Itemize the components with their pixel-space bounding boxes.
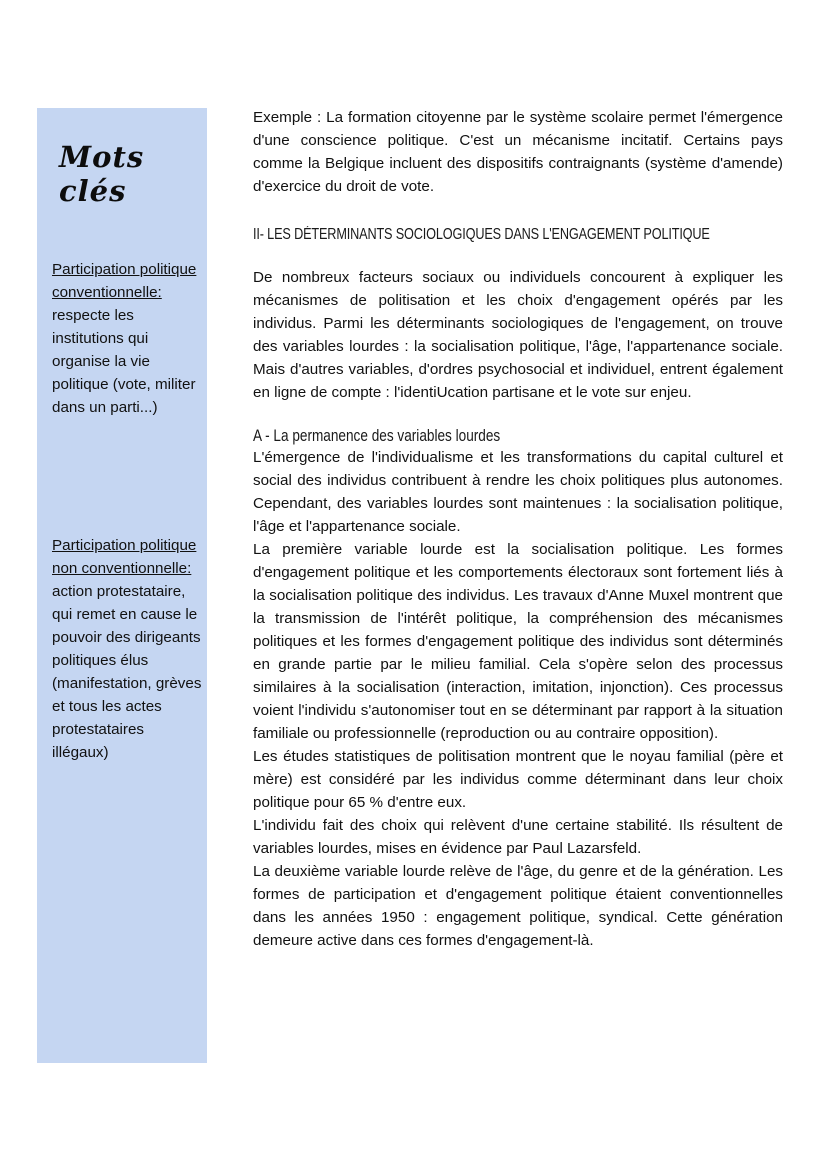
subsection-heading: A - La permanence des variables lourdes <box>253 426 501 445</box>
keywords-sidebar <box>37 108 207 1063</box>
body-paragraph-1: L'émergence de l'individualisme et les transformations du capital culturel et social des individus contribuent à rendre les choix politiques plus autonomes. Cependant, des variables lourdes sont maintenues : la socialisation politique, l'âge et l'appartenance sociale. <box>253 449 783 535</box>
main-content <box>253 106 783 952</box>
section-heading: II- LES DÉTERMINANTS SOCIOLOGIQUES DANS L'ENGAGEMENT POLITIQUE <box>253 226 710 243</box>
keyword-non-conventional <box>52 534 202 764</box>
body-paragraph-3: Les études statistiques de politisation montrent que le noyau familial (père et mère) est considéré par les individus comme déterminant dans leur choix politique pour 65 % d'entre eux. <box>253 748 783 811</box>
keyword-definition: respecte les institutions qui organise la vie politique (vote, militer dans un parti...) <box>52 307 196 416</box>
body-paragraph-4: L'individu fait des choix qui relèvent d'une certaine stabilité. Ils résultent de variables lourdes, mises en évidence par Paul Lazarsfeld. <box>253 817 783 857</box>
sidebar-title: Mots clés <box>59 140 145 208</box>
section-paragraph: De nombreux facteurs sociaux ou individuels concourent à expliquer les mécanismes de politisation et les choix d'engagement opérés par les individus. Parmi les déterminants sociologiques de l'engagement, on trouve des variables lourdes : la socialisation politique, l'âge, l'appartenance sociale. Mais d'autres variables, d'ordres psychosocial et individuel, entrent également en ligne de compte : l'identiUcation partisane et le vote sur enjeu. <box>253 269 783 401</box>
keyword-term: Participation politique non conventionnelle: <box>52 537 197 577</box>
keyword-conventional <box>52 258 202 419</box>
keyword-term: Participation politique conventionnelle: <box>52 261 197 301</box>
body-paragraph-2: La première variable lourde est la socialisation politique. Les formes d'engagement politique et les comportements électoraux sont fortement liés à la socialisation politique des individus. Les travaux d'Anne Muxel montrent que la transmission de l'intérêt politique, la compréhension des mécanismes politiques et les formes d'engagement politique des individus sont déterminés en grande partie par le milieu familial. Cela s'opère selon des processus similaires à la socialisation (interaction, imitation, injonction). Ces processus voient l'individu s'autonomiser tout en se déterminant par rapport à la situation familiale ou professionnelle (reproduction ou au contraire opposition). <box>253 541 783 742</box>
keyword-definition: action protestataire, qui remet en cause le pouvoir des dirigeants politiques élus (manifestation, grèves et tous les actes protestataires illégaux) <box>52 583 202 761</box>
body-paragraph-5: La deuxième variable lourde relève de l'âge, du genre et de la génération. Les formes de participation et d'engagement politique étaient conventionnelles dans les années 1950 : engagement politique, syndical. Cette génération demeure active dans ces formes d'engagement-là. <box>253 863 783 949</box>
intro-paragraph: Exemple : La formation citoyenne par le système scolaire permet l'émergence d'une conscience politique. C'est un mécanisme incitatif. Certains pays comme la Belgique incluent des dispositifs contraignants (système d'amende) d'exercice du droit de vote. <box>253 109 783 195</box>
